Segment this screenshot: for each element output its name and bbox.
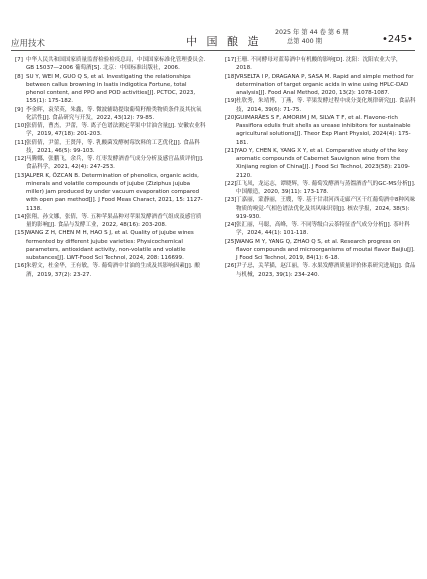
reference-text: 丁嘉丽，蒙静丽，王嫂，等. 基于甘肃河西走廊产区干红葡萄酒中8种风味物质的嗅觉-气相色谱法优化及其风味识别[J]. 核农学报，2024, 38(5): 919-930. bbox=[236, 197, 416, 220]
reference-item bbox=[225, 147, 416, 180]
reference-item bbox=[15, 213, 206, 230]
reference-text: 王珊. 不同酵母对蓝莓酒中有机酸的影响[D]. 沈阳：沈阳农业大学，2018. bbox=[236, 57, 402, 72]
reference-number: [14] bbox=[15, 213, 27, 220]
reference-item bbox=[15, 122, 206, 139]
reference-number: [9] bbox=[15, 106, 23, 113]
reference-text: 张倩倩，尹蕾，王贤萍，等. 乳酸菌发酵树莓饮料的工艺优化[J]. 食品科技，2021, 46(5): 99-103. bbox=[26, 139, 200, 154]
reference-item bbox=[15, 139, 206, 156]
reference-item bbox=[15, 172, 206, 213]
references-left-column bbox=[15, 56, 206, 279]
reference-number: [25] bbox=[225, 238, 237, 245]
reference-text: WANG M Y, YANG Q, ZHAO Q S, et al. Research progress on flavor compounds and microorganisms of moutai flavor Baijiu[J]. J Food Sci Technol, 2019, 84(1): 6-18. bbox=[236, 238, 415, 261]
header-rule bbox=[11, 50, 415, 51]
reference-number: [17] bbox=[225, 57, 237, 63]
reference-text: 马腾娜，张鹏飞，余兵，等. 红枣发酵酒香气成分分析及感官品质评价[J]. 食品科学，2021, 42(4): 247-253. bbox=[26, 156, 204, 171]
reference-text: 李金晖，袁荣英，朱鑫，等. 微波辅助提取葡萄籽酚类物质条件及其抗氧化活性[J]. 食品研究与开发，2022, 43(12): 79-85. bbox=[26, 106, 202, 121]
reference-text: 尹子忌，关苹猫，赵江丽，等. 水果发酵酒质量评价体系研究进展[J]. 食品与机械，2023, 39(1): 234-240. bbox=[236, 263, 416, 278]
reference-text: WANG Z H, CHEN M H, HAO S J, et al. Quality of jujube wines fermented by different jujube varieties: Physicochemical parameters, antioxidant activity, non-volatile and volatile substances[J]. LWT-Food Sci Technol, 2024, 208: 116699. bbox=[26, 230, 194, 261]
reference-item bbox=[225, 97, 416, 114]
reference-number: [12] bbox=[15, 156, 27, 162]
reference-text: 张汇丽，马聪，高峰，等. 不同等级白云茶特征香气成分分析[J]. 茶叶科学，2024, 44(1): 101-118. bbox=[236, 222, 410, 237]
reference-text: YAO Y, CHEN K, YANG X Y, et al. Comparative study of the key aromatic compounds of Cabernet Sauvignon wine from the Xinjiang region of China[J]. J Food Sci Technol, 2023(58): 2109-2120. bbox=[236, 147, 410, 179]
reference-number: [18] bbox=[225, 73, 237, 80]
reference-item bbox=[15, 106, 206, 123]
issue-info bbox=[275, 28, 349, 46]
references-right-column bbox=[225, 56, 416, 279]
reference-number: [8] bbox=[15, 73, 23, 80]
reference-number: [22] bbox=[225, 180, 237, 187]
reference-text: 杜欣秀，朱靖博，丁燕，等. 苹果发酵过程中成分变化规律研究[J]. 食品科技，2014, 39(6): 71-75. bbox=[236, 98, 416, 113]
reference-item bbox=[225, 221, 416, 238]
reference-number: [21] bbox=[225, 147, 237, 154]
reference-item bbox=[15, 56, 206, 73]
reference-number: [26] bbox=[225, 263, 237, 270]
reference-number: [23] bbox=[225, 197, 237, 204]
reference-item bbox=[15, 73, 206, 106]
issue-total: 总第 400 期 bbox=[287, 38, 322, 45]
issue-volume: 2025 年 第 44 卷 第 6 期 bbox=[275, 29, 349, 36]
reference-item bbox=[15, 262, 206, 279]
reference-item bbox=[225, 262, 416, 279]
reference-text: 张倩倩，曹杰，尹蕾，等. 离子色谱法测定苹果中甘油含量[J]. 安徽农业科学，2019, 47(18): 201-203. bbox=[26, 123, 206, 138]
reference-number: [19] bbox=[225, 98, 237, 105]
reference-number: [13] bbox=[15, 172, 27, 179]
page-header bbox=[0, 0, 427, 52]
reference-item bbox=[225, 196, 416, 221]
reference-item bbox=[15, 155, 206, 172]
section-title: 应用技术 bbox=[11, 39, 46, 49]
reference-number: [24] bbox=[225, 222, 237, 228]
reference-item bbox=[225, 73, 416, 98]
reference-text: 张翔，孙文娜，张倩，等. 五种苹果品种对苹果发酵酒香气组成及感官质量的影响[J]. 食品与发酵工业，2022, 48(16): 203-208. bbox=[26, 213, 202, 228]
reference-number: [11] bbox=[15, 139, 27, 146]
reference-number: [10] bbox=[15, 123, 27, 129]
reference-number: [16] bbox=[15, 263, 27, 270]
journal-title: 中 国 酿 造 bbox=[186, 35, 262, 48]
reference-text: 江飞凤，龙运志，谭晓辉，等. 葡萄发酵酒与蒸馏酒香气的GC-MS分析[J]. 中国酿造，2020, 39(11): 173-178. bbox=[236, 180, 416, 195]
reference-text: SU Y, WEI M, GUO Q S, et al. Investigating the relationships between callus browning in Isatis indigotica Fortune, total phenol content, and PPO and POD activities[J]. PCTOC, 2023, 155(1): 175-182. bbox=[26, 73, 196, 105]
reference-item bbox=[225, 238, 416, 263]
reference-text: VRSELTA I P, DRAGANA P, SASA M. Rapid and simple method for determination of target organic acids in wine using HPLC-DAD analysis[J]. Food Anal Method, 2020, 13(2): 1078-1087. bbox=[236, 73, 414, 96]
reference-text: 朱碧文，杜金华，王有敏，等. 葡萄酒中甘油的生成及其影响因素[J]. 酿酒，2019, 37(2): 23-27. bbox=[26, 263, 200, 278]
reference-number: [20] bbox=[225, 114, 237, 121]
reference-text: 中华人民共和国国家质量监督检验检疫总局，中国国家标准化管理委员会. GB 15037—2006 葡萄酒[S]. 北京：中国标准出版社，2006. bbox=[26, 57, 206, 72]
page-number: •245• bbox=[382, 34, 413, 45]
reference-item bbox=[15, 229, 206, 262]
reference-item bbox=[225, 114, 416, 147]
reference-number: [15] bbox=[15, 230, 27, 237]
reference-item bbox=[225, 56, 416, 73]
reference-text: GUIMARÃES S F, AMORIM J M, SILVA T F, et al. Flavone-rich Passiflora edulis fruit shells as urease inhibitors for sustainable agricultural solutions[J]. Theor Exp Plant Physiol, 2024(4): 175-181. bbox=[236, 114, 411, 146]
reference-number: [7] bbox=[15, 57, 23, 63]
reference-item bbox=[225, 180, 416, 197]
reference-text: ALPER K, ÖZCAN B. Determination of phenolics, organic acids, minerals and volatile compounds of jujube (Ziziphus jujuba miller) jam produced by under vacuum evaporation compared with open pan method[J]. J Food Meas Charact, 2021, 15: 1127-1138. bbox=[26, 172, 203, 212]
